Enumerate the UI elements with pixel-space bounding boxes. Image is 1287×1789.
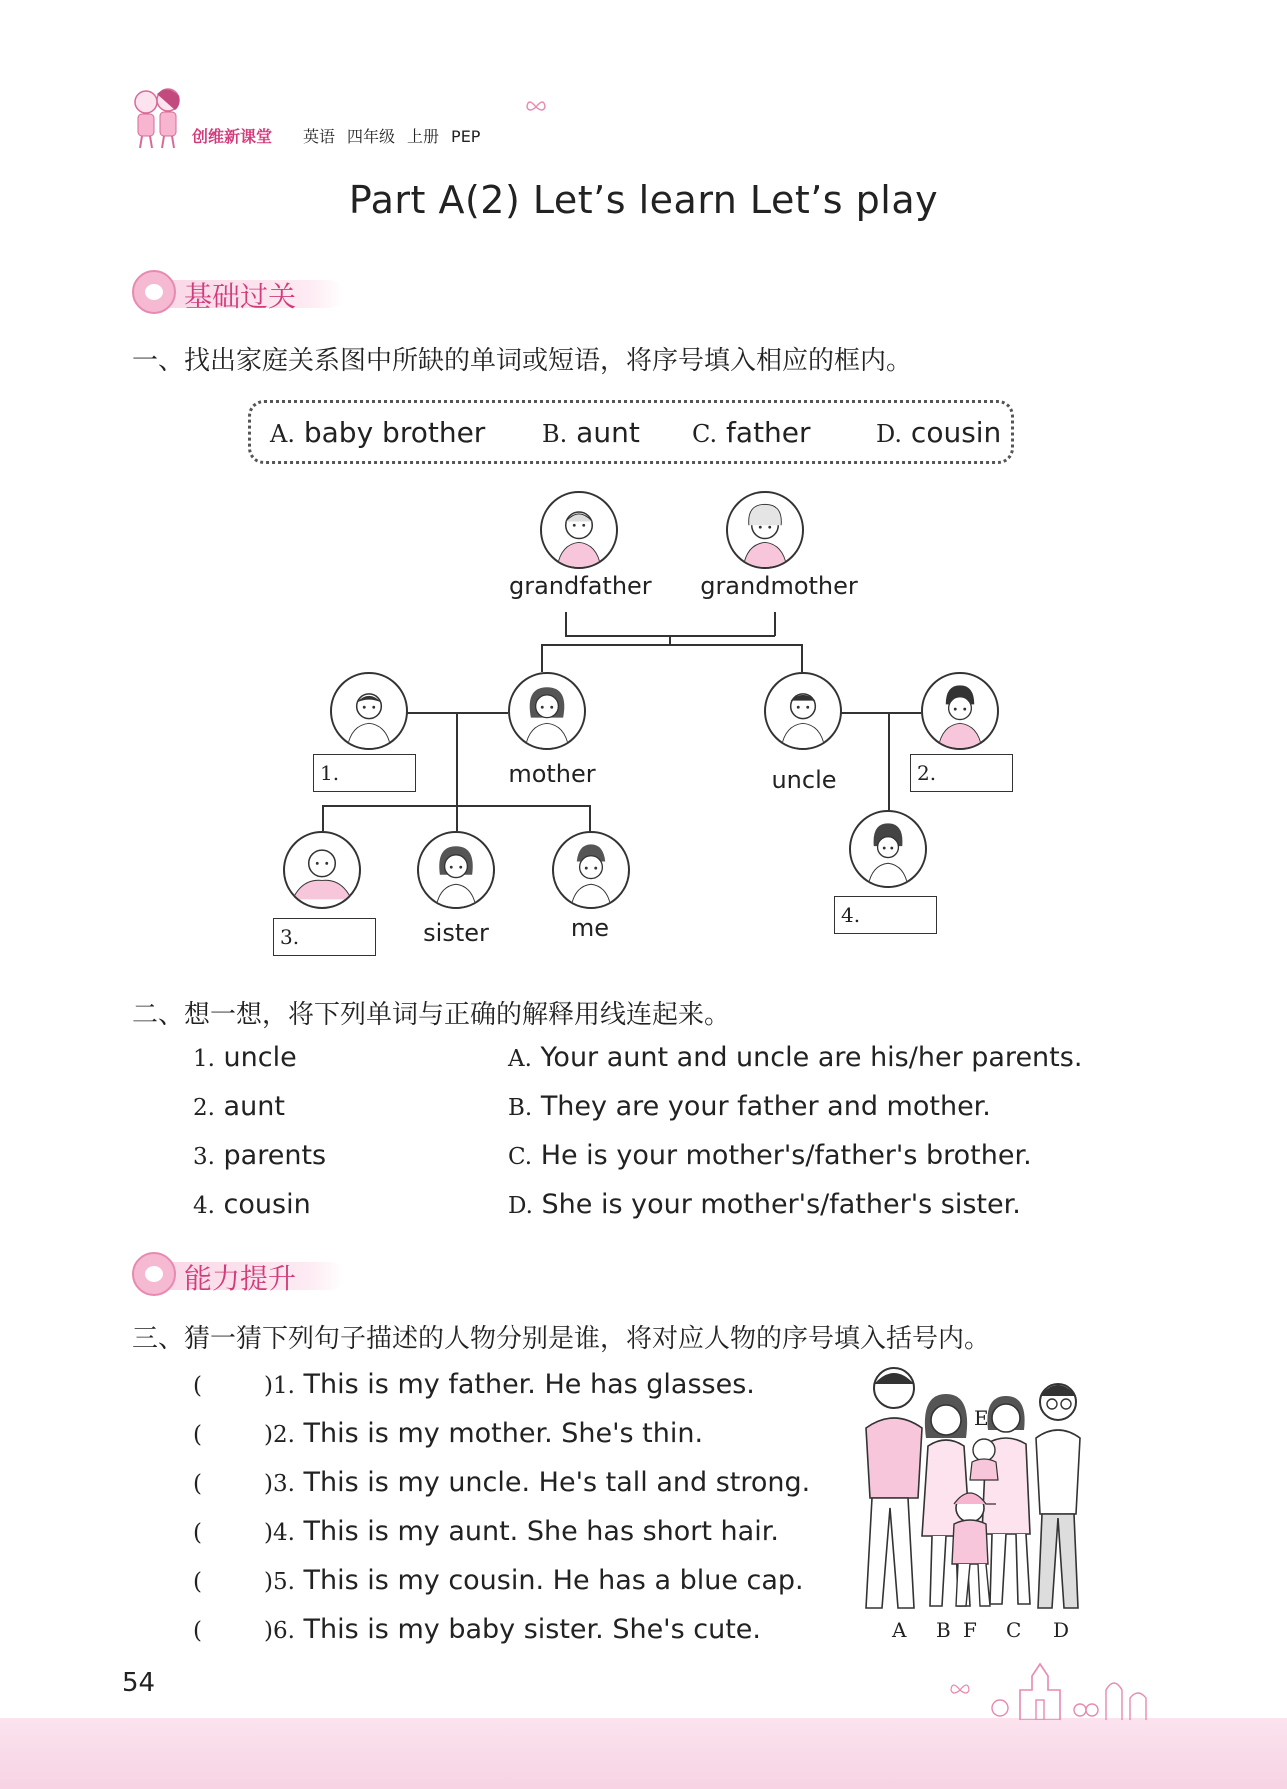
header-grade: 四年级 (347, 127, 396, 146)
match-right-item[interactable] (508, 1189, 1021, 1220)
answer-paren[interactable] (193, 1422, 273, 1448)
answer-paren[interactable] (193, 1569, 273, 1595)
sentence-text: This is my uncle. He's tall and strong. (303, 1467, 811, 1498)
item-definition: He is your mother's/father's brother. (540, 1140, 1032, 1171)
answer-box-2[interactable]: 2. (910, 754, 1013, 792)
item-number: 3. (193, 1144, 215, 1170)
family-letter-b: B (936, 1618, 951, 1642)
tree-line (774, 612, 776, 636)
choice-text: cousin (910, 416, 1002, 449)
header-subtitle (303, 124, 492, 147)
choice-letter: D. (876, 420, 903, 448)
label-mother: mother (508, 760, 596, 788)
avatar-grandmother (726, 491, 804, 569)
paren-close: ) (264, 1471, 273, 1497)
family-group-illustration (840, 1358, 1100, 1640)
label-grandfather: grandfather (509, 572, 652, 600)
tree-line (456, 805, 458, 831)
match-right-item[interactable] (508, 1042, 1082, 1073)
footer-band (0, 1718, 1287, 1789)
sentence-number: 3. (273, 1471, 295, 1497)
sentence-number: 4. (273, 1520, 295, 1546)
item-letter: B. (508, 1095, 533, 1121)
tree-line (456, 712, 458, 805)
tree-line (541, 644, 802, 646)
item-word: cousin (223, 1189, 311, 1220)
sentence-row (193, 1369, 755, 1400)
item-letter: A. (508, 1046, 532, 1072)
avatar-aunt (921, 672, 999, 750)
label-uncle: uncle (771, 766, 837, 794)
paren-open: ( (193, 1471, 202, 1497)
section-badge-label: 基础过关 (184, 280, 297, 313)
tree-line (888, 712, 890, 810)
answer-paren[interactable] (193, 1618, 273, 1644)
family-letter-d: D (1053, 1618, 1070, 1642)
family-letter-f: F (963, 1618, 977, 1642)
paren-open: ( (193, 1618, 202, 1644)
choice-letter: C. (692, 420, 718, 448)
choice-letter: A. (270, 420, 295, 448)
girl-face-icon (132, 1252, 176, 1296)
family-letter-c: C (1006, 1618, 1022, 1642)
avatar-uncle (764, 672, 842, 750)
sentence-text: This is my baby sister. She's cute. (303, 1614, 761, 1645)
paren-open: ( (193, 1373, 202, 1399)
paren-close: ) (264, 1373, 273, 1399)
answer-paren[interactable] (193, 1520, 273, 1546)
match-left-item[interactable] (193, 1189, 311, 1220)
choice-d (876, 416, 1001, 449)
avatar-baby-brother (283, 831, 361, 909)
footer-castle-decoration (940, 1650, 1170, 1720)
paren-close: ) (264, 1422, 273, 1448)
header-subject: 英语 (303, 127, 336, 146)
tree-line (589, 805, 591, 831)
match-left-item[interactable] (193, 1042, 297, 1073)
tree-line (801, 644, 803, 672)
item-letter: C. (508, 1144, 533, 1170)
page-number: 54 (122, 1668, 156, 1698)
paren-open: ( (193, 1422, 202, 1448)
answer-paren[interactable] (193, 1373, 273, 1399)
label-sister: sister (423, 919, 489, 947)
label-grandmother: grandmother (700, 572, 858, 600)
tree-line (840, 712, 921, 714)
tree-line (541, 644, 543, 672)
avatar-grandfather (540, 491, 618, 569)
item-number: 1. (193, 1046, 215, 1072)
item-word: aunt (223, 1091, 285, 1122)
sentence-number: 5. (273, 1569, 295, 1595)
header-brand: 创维新课堂 (192, 127, 273, 146)
paren-close: ) (264, 1520, 273, 1546)
sentence-text: This is my father. He has glasses. (303, 1369, 755, 1400)
choice-c (692, 416, 811, 449)
avatar-me (552, 831, 630, 909)
header-kids-illustration (126, 86, 190, 152)
paren-open: ( (193, 1520, 202, 1546)
avatar-father (330, 672, 408, 750)
header-volume: 上册 (407, 127, 440, 146)
sentence-row (193, 1418, 703, 1449)
item-definition: She is your mother's/father's sister. (541, 1189, 1021, 1220)
item-letter: D. (508, 1193, 533, 1219)
question-2-heading: 二、想一想，将下列单词与正确的解释用线连起来。 (132, 1000, 731, 1030)
tree-line (322, 805, 324, 831)
sentence-row (193, 1565, 804, 1596)
choice-letter: B. (542, 420, 568, 448)
sentence-text: This is my cousin. He has a blue cap. (303, 1565, 804, 1596)
item-number: 2. (193, 1095, 215, 1121)
tree-line (565, 612, 567, 636)
item-word: parents (223, 1140, 327, 1171)
choice-text: aunt (576, 416, 640, 449)
page-title: Part A(2) Let’s learn Let’s play (348, 178, 939, 222)
avatar-sister (417, 831, 495, 909)
question-3-heading: 三、猜一猜下列句子描述的人物分别是谁，将对应人物的序号填入括号内。 (132, 1324, 991, 1354)
sentence-text: This is my mother. She's thin. (303, 1418, 704, 1449)
question-1-heading: 一、找出家庭关系图中所缺的单词或短语，将序号填入相应的框内。 (132, 346, 913, 376)
girl-face-icon (132, 270, 176, 314)
family-letter-e: E (974, 1406, 989, 1430)
avatar-cousin (849, 810, 927, 888)
section-badge-ability (132, 1252, 352, 1296)
sentence-row (193, 1467, 810, 1498)
sentence-row (193, 1516, 779, 1547)
avatar-mother (508, 672, 586, 750)
choice-text: father (726, 416, 811, 449)
sentence-number: 2. (273, 1422, 295, 1448)
choice-a (270, 416, 485, 449)
match-left-item[interactable] (193, 1091, 285, 1122)
label-me: me (570, 914, 610, 942)
item-number: 4. (193, 1193, 215, 1219)
choice-b (542, 416, 640, 449)
header-butterfly-icon (526, 98, 546, 116)
answer-paren[interactable] (193, 1471, 273, 1497)
header-edition: PEP (451, 127, 481, 146)
sentence-row (193, 1614, 761, 1645)
section-badge-label: 能力提升 (184, 1262, 297, 1295)
sentence-number: 6. (273, 1618, 295, 1644)
sentence-text: This is my aunt. She has short hair. (303, 1516, 779, 1547)
paren-open: ( (193, 1569, 202, 1595)
choice-text: baby brother (303, 416, 486, 449)
answer-box-4[interactable]: 4. (834, 896, 937, 934)
item-word: uncle (223, 1042, 297, 1073)
section-badge-basic (132, 270, 352, 314)
answer-box-3[interactable]: 3. (273, 918, 376, 956)
match-right-item[interactable] (508, 1091, 991, 1122)
answer-box-1[interactable]: 1. (313, 754, 416, 792)
sentence-number: 1. (273, 1373, 295, 1399)
family-letter-a: A (892, 1618, 907, 1642)
match-right-item[interactable] (508, 1140, 1032, 1171)
paren-close: ) (264, 1569, 273, 1595)
match-left-item[interactable] (193, 1140, 326, 1171)
paren-close: ) (264, 1618, 273, 1644)
item-definition: Your aunt and uncle are his/her parents. (540, 1042, 1083, 1073)
item-definition: They are your father and mother. (540, 1091, 991, 1122)
